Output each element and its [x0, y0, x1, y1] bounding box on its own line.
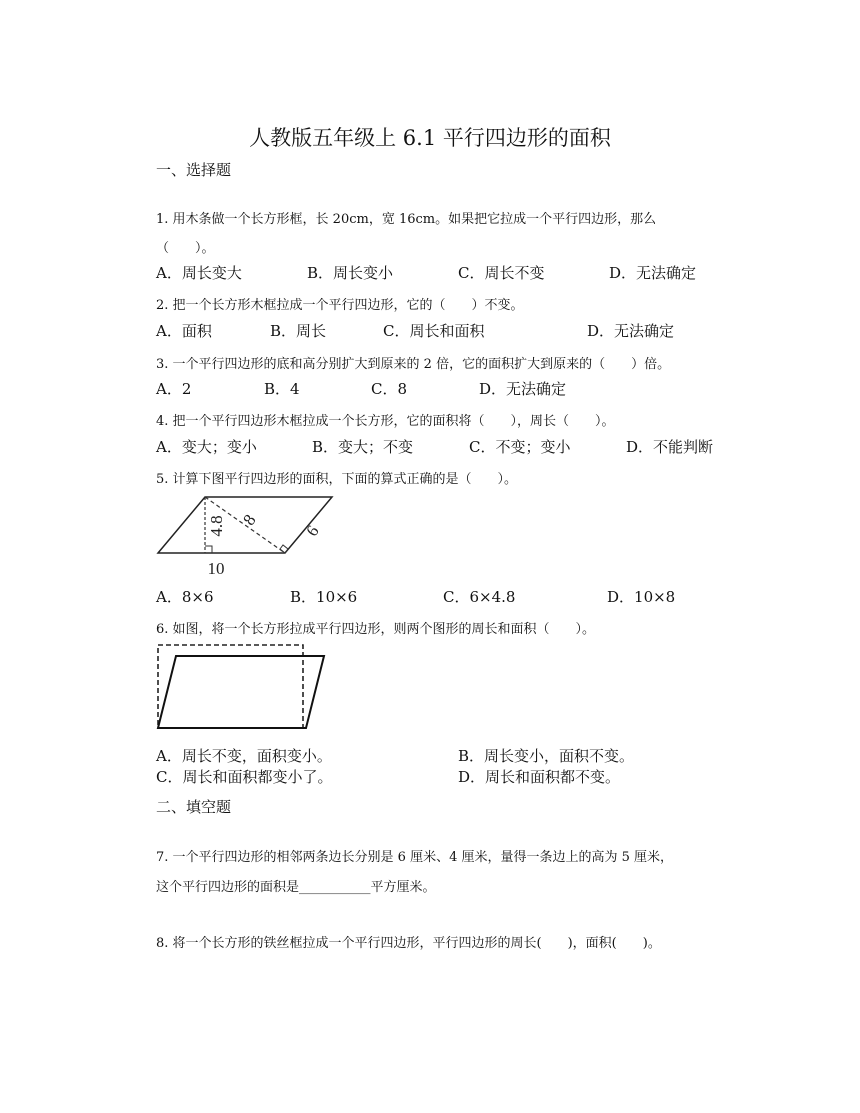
question-6-option-b: B．周长变小，面积不变。: [458, 747, 635, 765]
question-6-option-a: A．周长不变，面积变小。: [156, 747, 332, 765]
question-3-option-d: D．无法确定: [479, 380, 567, 398]
question-5-option-a: A．8×6: [156, 588, 214, 606]
question-1-option-c: C．周长不变: [458, 264, 545, 282]
question-2-option-d: D．无法确定: [587, 322, 675, 340]
question-4-option-d: D．不能判断: [626, 438, 714, 456]
question-4-option-c: C．不变；变小: [469, 438, 571, 456]
q6-rectangle-parallelogram-figure: [150, 640, 335, 735]
question-2-option-c: C．周长和面积: [383, 322, 485, 340]
question-4-text: 4. 把一个平行四边形木框拉成一个长方形，它的面积将（ ），周长（ ）。: [156, 414, 615, 429]
question-5-option-c: C．6×4.8: [443, 588, 516, 606]
question-6-option-c: C．周长和面积都变小了。: [156, 768, 333, 786]
question-1-option-b: B．周长变小: [307, 264, 394, 282]
question-3-text: 3. 一个平行四边形的底和高分别扩大到原来的 2 倍，它的面积扩大到原来的（ ）倍。: [156, 357, 671, 372]
question-4-option-a: A．变大；变小: [156, 438, 257, 456]
question-5-option-b: B．10×6: [290, 588, 358, 606]
q5-label-diagonal: 8: [239, 510, 260, 529]
q5-parallelogram-figure: [150, 492, 340, 582]
question-3-option-a: A．2: [156, 380, 192, 398]
q5-right-angle-mark-height: [205, 546, 212, 553]
question-7-text: 7. 一个平行四边形的相邻两条边长分别是 6 厘米、4 厘米，量得一条边上的高为 5 厘米，: [156, 850, 674, 865]
question-6-option-d: D．周长和面积都不变。: [458, 768, 621, 786]
question-7-text-cont: 这个平行四边形的面积是___________平方厘米。: [156, 880, 436, 895]
page-title: 人教版五年级上 6.1 平行四边形的面积: [249, 126, 611, 150]
question-1-text-cont: （ ）。: [156, 241, 215, 256]
question-1-option-a: A．周长变大: [156, 264, 242, 282]
question-2-option-b: B．周长: [270, 322, 327, 340]
question-2-text: 2. 把一个长方形木框拉成一个平行四边形，它的（ ）不变。: [156, 298, 524, 313]
question-4-option-b: B．变大；不变: [312, 438, 414, 456]
q5-label-side: 6: [302, 521, 323, 540]
question-2-option-a: A．面积: [156, 322, 212, 340]
q6-original-rectangle: [158, 645, 303, 728]
question-5-option-d: D．10×8: [607, 588, 676, 606]
q5-label-base: 10: [207, 559, 225, 578]
question-1-text: 1. 用木条做一个长方形框，长 20cm，宽 16cm。如果把它拉成一个平行四边形，那么: [156, 212, 657, 227]
question-3-option-c: C．8: [371, 380, 408, 398]
section-heading-choice: 一、选择题: [156, 161, 232, 179]
question-3-option-b: B．4: [264, 380, 300, 398]
q6-parallelogram: [158, 656, 324, 728]
question-5-text: 5. 计算下图平行四边形的面积，下面的算式正确的是（ ）。: [156, 472, 518, 487]
question-8-text: 8. 将一个长方形的铁丝框拉成一个平行四边形，平行四边形的周长( )，面积( )。: [156, 936, 661, 951]
question-1-option-d: D．无法确定: [609, 264, 697, 282]
section-heading-fill: 二、填空题: [156, 798, 232, 816]
question-6-text: 6. 如图，将一个长方形拉成平行四边形，则两个图形的周长和面积（ ）。: [156, 622, 596, 637]
q5-label-height: 4.8: [207, 515, 226, 537]
